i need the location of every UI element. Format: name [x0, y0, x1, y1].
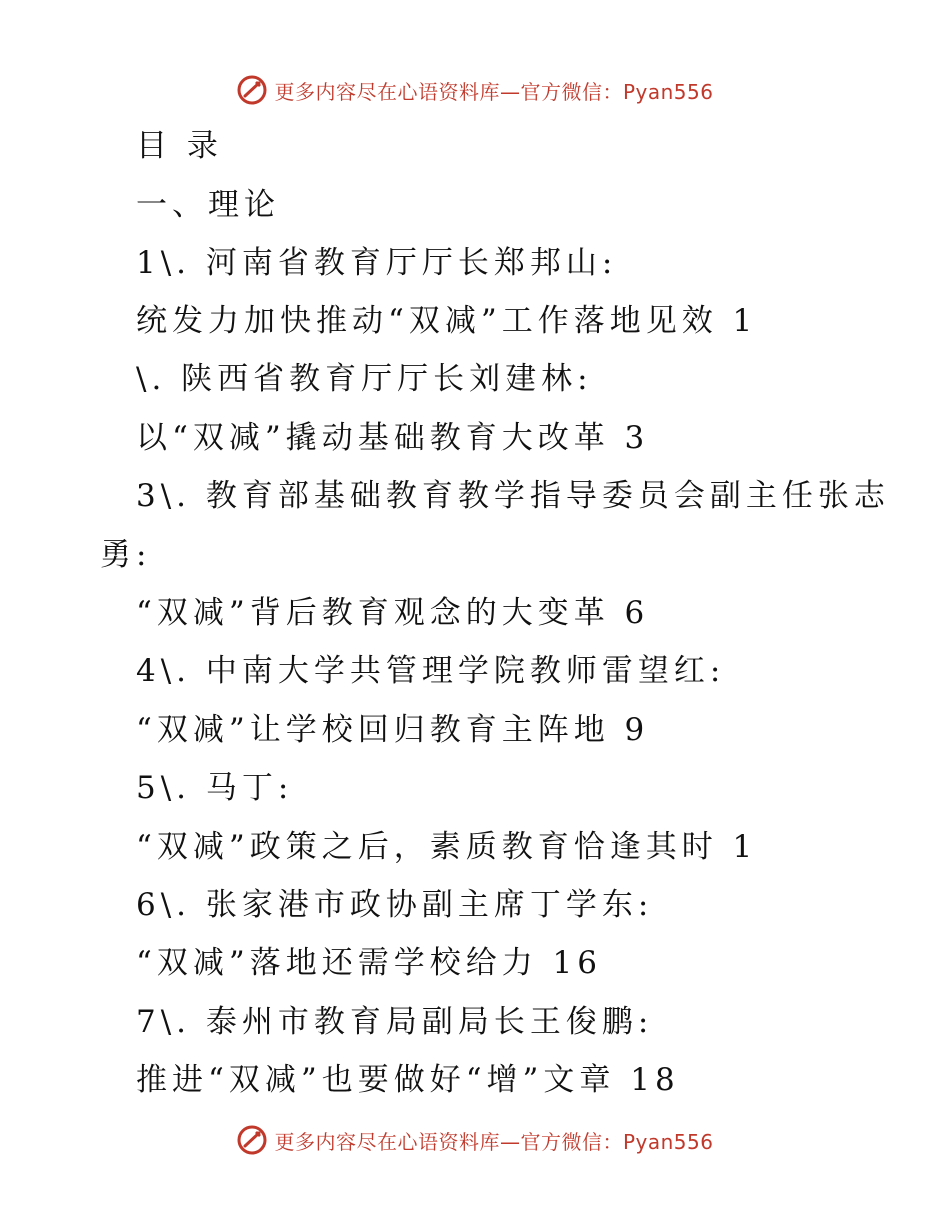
- toc-entry-2-author: \. 陕西省教育厅厅长刘建林:: [136, 361, 593, 397]
- toc-entry-6-author: 6\. 张家港市政协副主席丁学东:: [136, 887, 654, 923]
- logo-icon: [236, 1124, 268, 1156]
- toc-entry-1-title: 统发力加快推动“双减”工作落地见效 1: [136, 303, 758, 339]
- footer-watermark: [0, 1120, 950, 1160]
- header-watermark: [0, 70, 950, 110]
- toc-entry-7-author: 7\. 泰州市教育局副局长王俊鹏:: [136, 1004, 654, 1040]
- toc-entry-3-author: 3\. 教育部基础教育教学指导委员会副主任张志: [136, 478, 890, 514]
- toc-entry-3-title: “双减”背后教育观念的大变革 6: [136, 595, 650, 631]
- section-heading: 一、理论: [136, 187, 280, 223]
- toc-entry-5-title: “双减”政策之后，素质教育恰逢其时 1: [136, 829, 758, 865]
- watermark-text: 更多内容尽在心语资料库—官方微信：Pyan556: [274, 79, 714, 104]
- toc-entry-4-author: 4\. 中南大学共管理学院教师雷望红:: [136, 653, 726, 689]
- toc-entry-4-title: “双减”让学校回归教育主阵地 9: [136, 712, 650, 748]
- toc-entry-6-title: “双减”落地还需学校给力 16: [136, 945, 602, 981]
- toc-entry-1-author: 1\. 河南省教育厅厅长郑邦山:: [136, 245, 618, 281]
- toc-entry-2-title: 以“双减”撬动基础教育大改革 3: [136, 420, 650, 456]
- toc-entry-7-title: 推进“双减”也要做好“增”文章 18: [136, 1062, 680, 1098]
- toc-title: 目 录: [136, 128, 223, 164]
- toc-entry-3-author-cont: 勇:: [100, 537, 152, 573]
- toc-entry-5-author: 5\. 马丁:: [136, 770, 294, 806]
- logo-icon: [236, 74, 268, 106]
- watermark-text: 更多内容尽在心语资料库—官方微信：Pyan556: [274, 1129, 714, 1154]
